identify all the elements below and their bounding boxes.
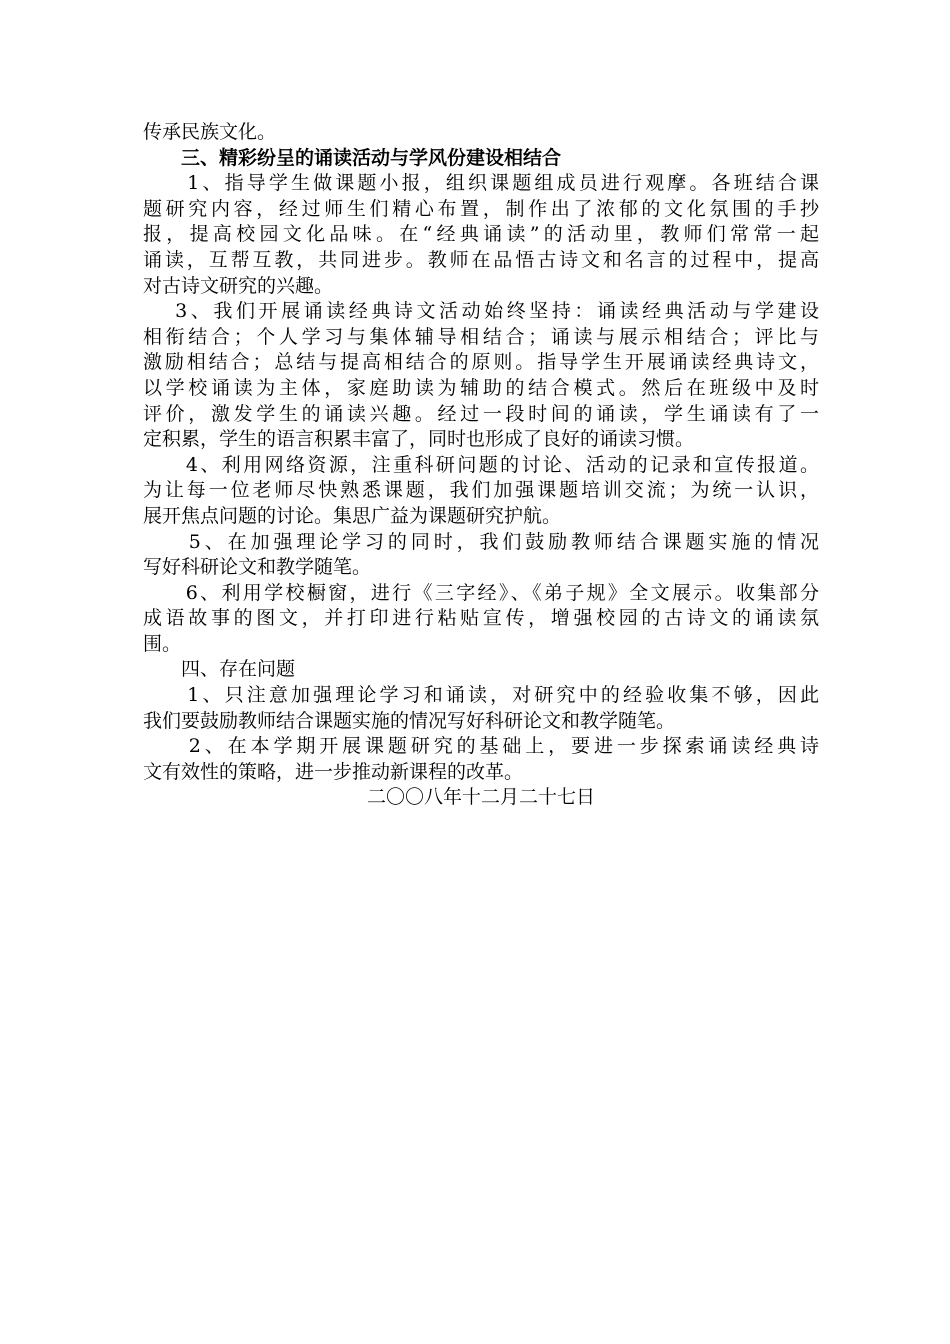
text-line: 诵读，互帮互教，共同进步。教师在品悟古诗文和名言的过程中，提高 [143,248,819,271]
indent [143,454,186,476]
document-body [143,120,819,811]
text-line: 激励相结合；总结与提高相结合的原则。指导学生开展诵读经典诗文， [143,351,819,374]
text-line: 相衔结合；个人学习与集体辅导相结合；诵读与展示相结合；评比与 [143,325,819,348]
text-line: 文有效性的策略，进一步推动新课程的改革。 [143,760,524,783]
text-line [143,657,819,683]
text-content: 3、我们开展诵读经典诗文活动始终坚持：诵读经典活动与学建设 [175,300,819,323]
text-line [143,171,819,197]
text-content: 三、精彩纷呈的诵读活动与学风份建设相结合 [181,146,562,169]
text-line: 题研究内容，经过师生们精心布置，制作出了浓郁的文化氛围的手抄 [143,197,819,220]
text-content: 1、指导学生做课题小报，组织课题组成员进行观摩。各班结合课 [187,172,819,195]
text-line: 传承民族文化。 [143,121,277,143]
text-line: 为让每一位老师尽快熟悉课题，我们加强课题培训交流；为统一认识， [143,479,819,502]
text-line [143,581,819,607]
indent [143,684,187,706]
indent [143,300,175,322]
text-line [143,683,819,709]
text-line [143,453,819,479]
text-line [143,734,819,760]
document-date: 二〇〇八年十二月二十七日 [366,786,595,809]
indent [143,531,189,553]
text-content: 5、在加强理论学习的同时，我们鼓励教师结合课题实施的情况 [188,530,819,553]
text-line: 成语故事的图文，并打印进行粘贴宣传，增强校园的古诗文的诵读氛 [143,607,819,630]
text-line: 定积累，学生的语言积累丰富了，同时也形成了良好的诵读习惯。 [143,428,695,451]
text-line: 展开焦点问题的讨论。集思广益为课题研究护航。 [143,504,562,527]
text-content: 1、只注意加强理论学习和诵读，对研究中的经验收集不够，因此 [187,684,819,707]
indent [143,582,186,604]
text-line: 以学校诵读为主体，家庭助读为辅助的结合模式。然后在班级中及时 [143,376,819,399]
text-line: 我们要鼓励教师结合课题实施的情况写好科研论文和教学随笔。 [143,709,676,732]
text-line [143,299,819,325]
text-content: 2、在本学期开展课题研究的基础上，要进一步探索诵读经典诗 [188,735,819,758]
text-line: 围。 [143,632,182,655]
text-line: 评价，激发学生的诵读兴趣。经过一段时间的诵读，学生诵读有了一 [143,402,819,425]
section-heading [143,146,819,172]
indent [143,147,181,169]
indent [143,735,189,757]
text-line: 对古诗文研究的兴趣。 [143,274,334,297]
text-content: 四、存在问题 [181,658,296,681]
text-content: 4、利用网络资源，注重科研问题的讨论、活动的记录和宣传报道。 [185,453,819,476]
text-line: 报，提高校园文化品味。在“经典诵读”的活动里，教师们常常一起 [143,223,819,246]
indent [143,658,181,680]
indent [143,172,187,194]
text-line [143,530,819,556]
text-content: 6、利用学校橱窗，进行《三字经》、《弟子规》全文展示。收集部分 [185,581,819,604]
text-line: 写好科研论文和教学随笔。 [143,556,372,579]
